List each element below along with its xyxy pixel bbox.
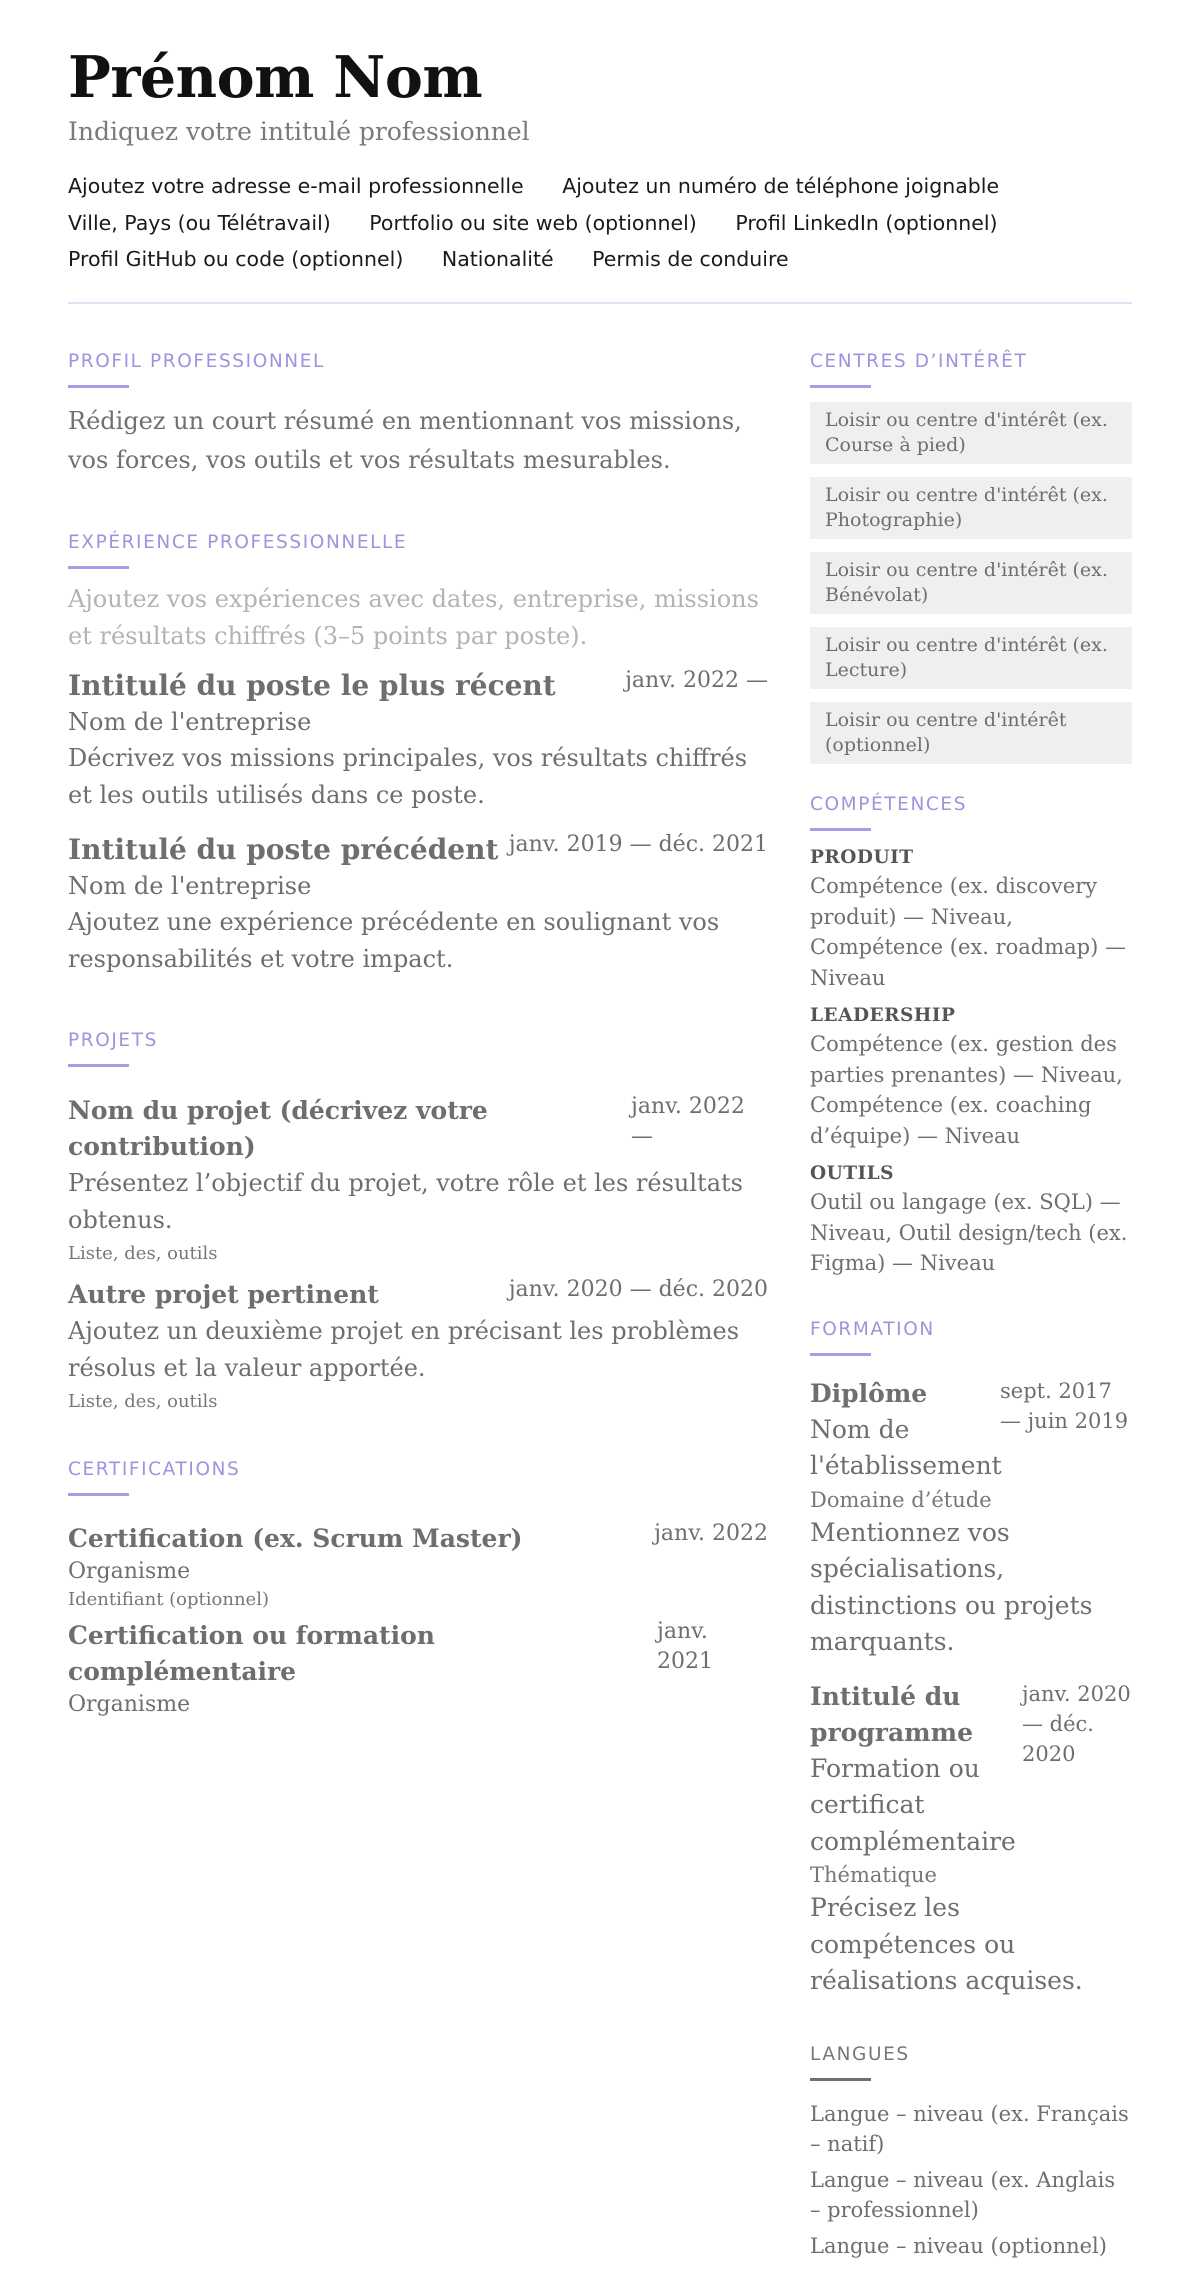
interest-chip: Loisir ou centre d'intérêt (ex. Course à pied)	[810, 402, 1132, 464]
main-column	[68, 351, 768, 1720]
certification-entry	[68, 1521, 768, 1613]
entry-description: Mentionnez vos spécialisations, distinctions ou projets marquants.	[810, 1517, 1093, 1656]
certification-name: Certification (ex. Scrum Master)	[68, 1524, 523, 1553]
skill-category: LEADERSHIP	[810, 1005, 956, 1026]
section-underline	[68, 385, 129, 388]
degree-name: Diplôme	[810, 1378, 928, 1408]
project-tools: Liste, des, outils	[68, 1391, 218, 1412]
contact-linkedin: Profil LinkedIn (optionnel)	[735, 210, 998, 235]
profile-section	[68, 351, 768, 480]
section-underline	[68, 1493, 129, 1496]
interest-chip: Loisir ou centre d'intérêt (ex. Photographie)	[810, 477, 1132, 539]
profile-summary: Rédigez un court résumé en mentionnant vos missions, vos forces, vos outils et vos résultats mesurables.	[68, 407, 742, 474]
skill-list: Compétence (ex. gestion des parties prenantes) — Niveau, Compétence (ex. coaching d’équipe) — Niveau	[810, 1032, 1123, 1148]
certification-organization: Organisme	[68, 1692, 191, 1717]
contact-phone: Ajoutez un numéro de téléphone joignable	[562, 174, 1000, 198]
contact-license: Permis de conduire	[592, 247, 789, 271]
contact-github: Profil GitHub ou code (optionnel)	[68, 247, 404, 271]
section-underline	[68, 566, 129, 569]
skill-category: PRODUIT	[810, 847, 914, 868]
job-title: Intitulé du poste précédent	[68, 833, 499, 866]
section-title: COMPÉTENCES	[810, 794, 968, 815]
entry-description: Décrivez vos missions principales, vos résultats chiffrés et les outils utilisés dans ce poste.	[68, 744, 748, 809]
language-item: Langue – niveau (ex. Français – natif)	[810, 2101, 1129, 2156]
experience-hint: Ajoutez vos expériences avec dates, entreprise, missions et résultats chiffrés (3–5 points par poste).	[68, 585, 759, 650]
project-entry	[68, 1277, 768, 1415]
program-name: Intitulé du programme	[810, 1681, 973, 1747]
experience-entry	[68, 668, 768, 814]
section-title: PROFIL PROFESSIONNEL	[68, 351, 325, 372]
contact-email: Ajoutez votre adresse e-mail professionnelle	[68, 174, 524, 198]
entry-date: janv. 2019 — déc. 2021	[508, 832, 768, 857]
contact-location: Ville, Pays (ou Télétravail)	[68, 210, 331, 235]
school-name: Formation ou certificat complémentaire	[810, 1753, 1016, 1856]
entry-date: janv. 2022	[654, 1521, 768, 1546]
certification-name: Certification ou formation complémentaire	[68, 1621, 435, 1686]
interests-section	[810, 351, 1132, 764]
field-of-study: Thématique	[810, 1863, 937, 1887]
section-title: EXPÉRIENCE PROFESSIONNELLE	[68, 532, 408, 553]
entry-date: janv. 2022 —	[625, 668, 768, 693]
entry-description: Précisez les compétences ou réalisations acquises.	[810, 1893, 1083, 1995]
section-underline	[810, 385, 871, 388]
contact-row	[68, 247, 1132, 284]
company-name: Nom de l'entreprise	[68, 872, 312, 900]
contact-portfolio: Portfolio ou site web (optionnel)	[369, 210, 697, 235]
education-entry	[810, 1679, 1132, 2000]
entry-date: janv. 2022 —	[631, 1094, 745, 1149]
certification-organization: Organisme	[68, 1559, 191, 1584]
skill-category: OUTILS	[810, 1163, 895, 1184]
experience-entry	[68, 832, 768, 978]
interest-chip: Loisir ou centre d'intérêt (ex. Bénévolat)	[810, 552, 1132, 614]
interest-chip: Loisir ou centre d'intérêt (optionnel)	[810, 702, 1132, 764]
entry-date: sept. 2017 — juin 2019	[1000, 1378, 1129, 1433]
language-item: Langue – niveau (ex. Anglais – professionnel)	[810, 2167, 1116, 2222]
section-underline	[810, 828, 871, 831]
skills-section	[810, 794, 1132, 1279]
education-entry	[810, 1376, 1132, 1661]
job-headline: Indiquez votre intitulé professionnel	[68, 117, 530, 146]
contact-info	[68, 174, 1132, 284]
entry-description: Ajoutez une expérience précédente en soulignant vos responsabilités et votre impact.	[68, 908, 720, 973]
contact-nationality: Nationalité	[441, 247, 554, 271]
project-name: Autre projet pertinent	[68, 1280, 379, 1309]
entry-date: janv. 2021	[657, 1619, 713, 1674]
skill-list: Outil ou langage (ex. SQL) — Niveau, Outil design/tech (ex. Figma) — Niveau	[810, 1190, 1128, 1275]
section-title: LANGUES	[810, 2043, 910, 2065]
header-divider	[68, 302, 1132, 304]
section-title: CENTRES D’INTÉRÊT	[810, 351, 1028, 372]
section-underline	[810, 2078, 871, 2081]
certification-identifier: Identifiant (optionnel)	[68, 1589, 269, 1610]
contact-row	[68, 211, 1132, 248]
entry-description: Ajoutez un deuxième projet en précisant les problèmes résolus et la valeur apportée.	[68, 1317, 740, 1382]
school-name: Nom de l'établissement	[810, 1414, 1002, 1480]
project-name: Nom du projet (décrivez votre contribution)	[68, 1096, 488, 1161]
skill-list: Compétence (ex. discovery produit) — Niveau, Compétence (ex. roadmap) — Niveau	[810, 874, 1126, 990]
section-underline	[810, 1353, 871, 1356]
field-of-study: Domaine d’étude	[810, 1487, 992, 1512]
contact-row	[68, 174, 1132, 211]
certifications-section	[68, 1459, 768, 1720]
section-title: PROJETS	[68, 1030, 158, 1051]
company-name: Nom de l'entreprise	[68, 708, 312, 736]
entry-description: Présentez l’objectif du projet, votre rôle et les résultats obtenus.	[68, 1169, 743, 1234]
certification-entry	[68, 1618, 768, 1720]
sidebar-column	[810, 351, 1132, 2266]
entry-date: janv. 2020 — déc. 2020	[1022, 1681, 1131, 1766]
project-tools: Liste, des, outils	[68, 1243, 218, 1264]
experience-section	[68, 532, 768, 978]
job-title: Intitulé du poste le plus récent	[68, 669, 556, 702]
languages-section	[810, 2044, 1132, 2262]
section-title: FORMATION	[810, 1318, 935, 1340]
section-underline	[68, 1064, 129, 1067]
language-item: Langue – niveau (optionnel)	[810, 2233, 1107, 2258]
section-title: CERTIFICATIONS	[68, 1459, 241, 1480]
projects-section	[68, 1030, 768, 1415]
entry-date: janv. 2020 — déc. 2020	[508, 1277, 768, 1302]
candidate-name: Prénom Nom	[68, 44, 483, 111]
interest-chip: Loisir ou centre d'intérêt (ex. Lecture)	[810, 627, 1132, 689]
education-section	[810, 1319, 1132, 2000]
project-entry	[68, 1093, 768, 1267]
